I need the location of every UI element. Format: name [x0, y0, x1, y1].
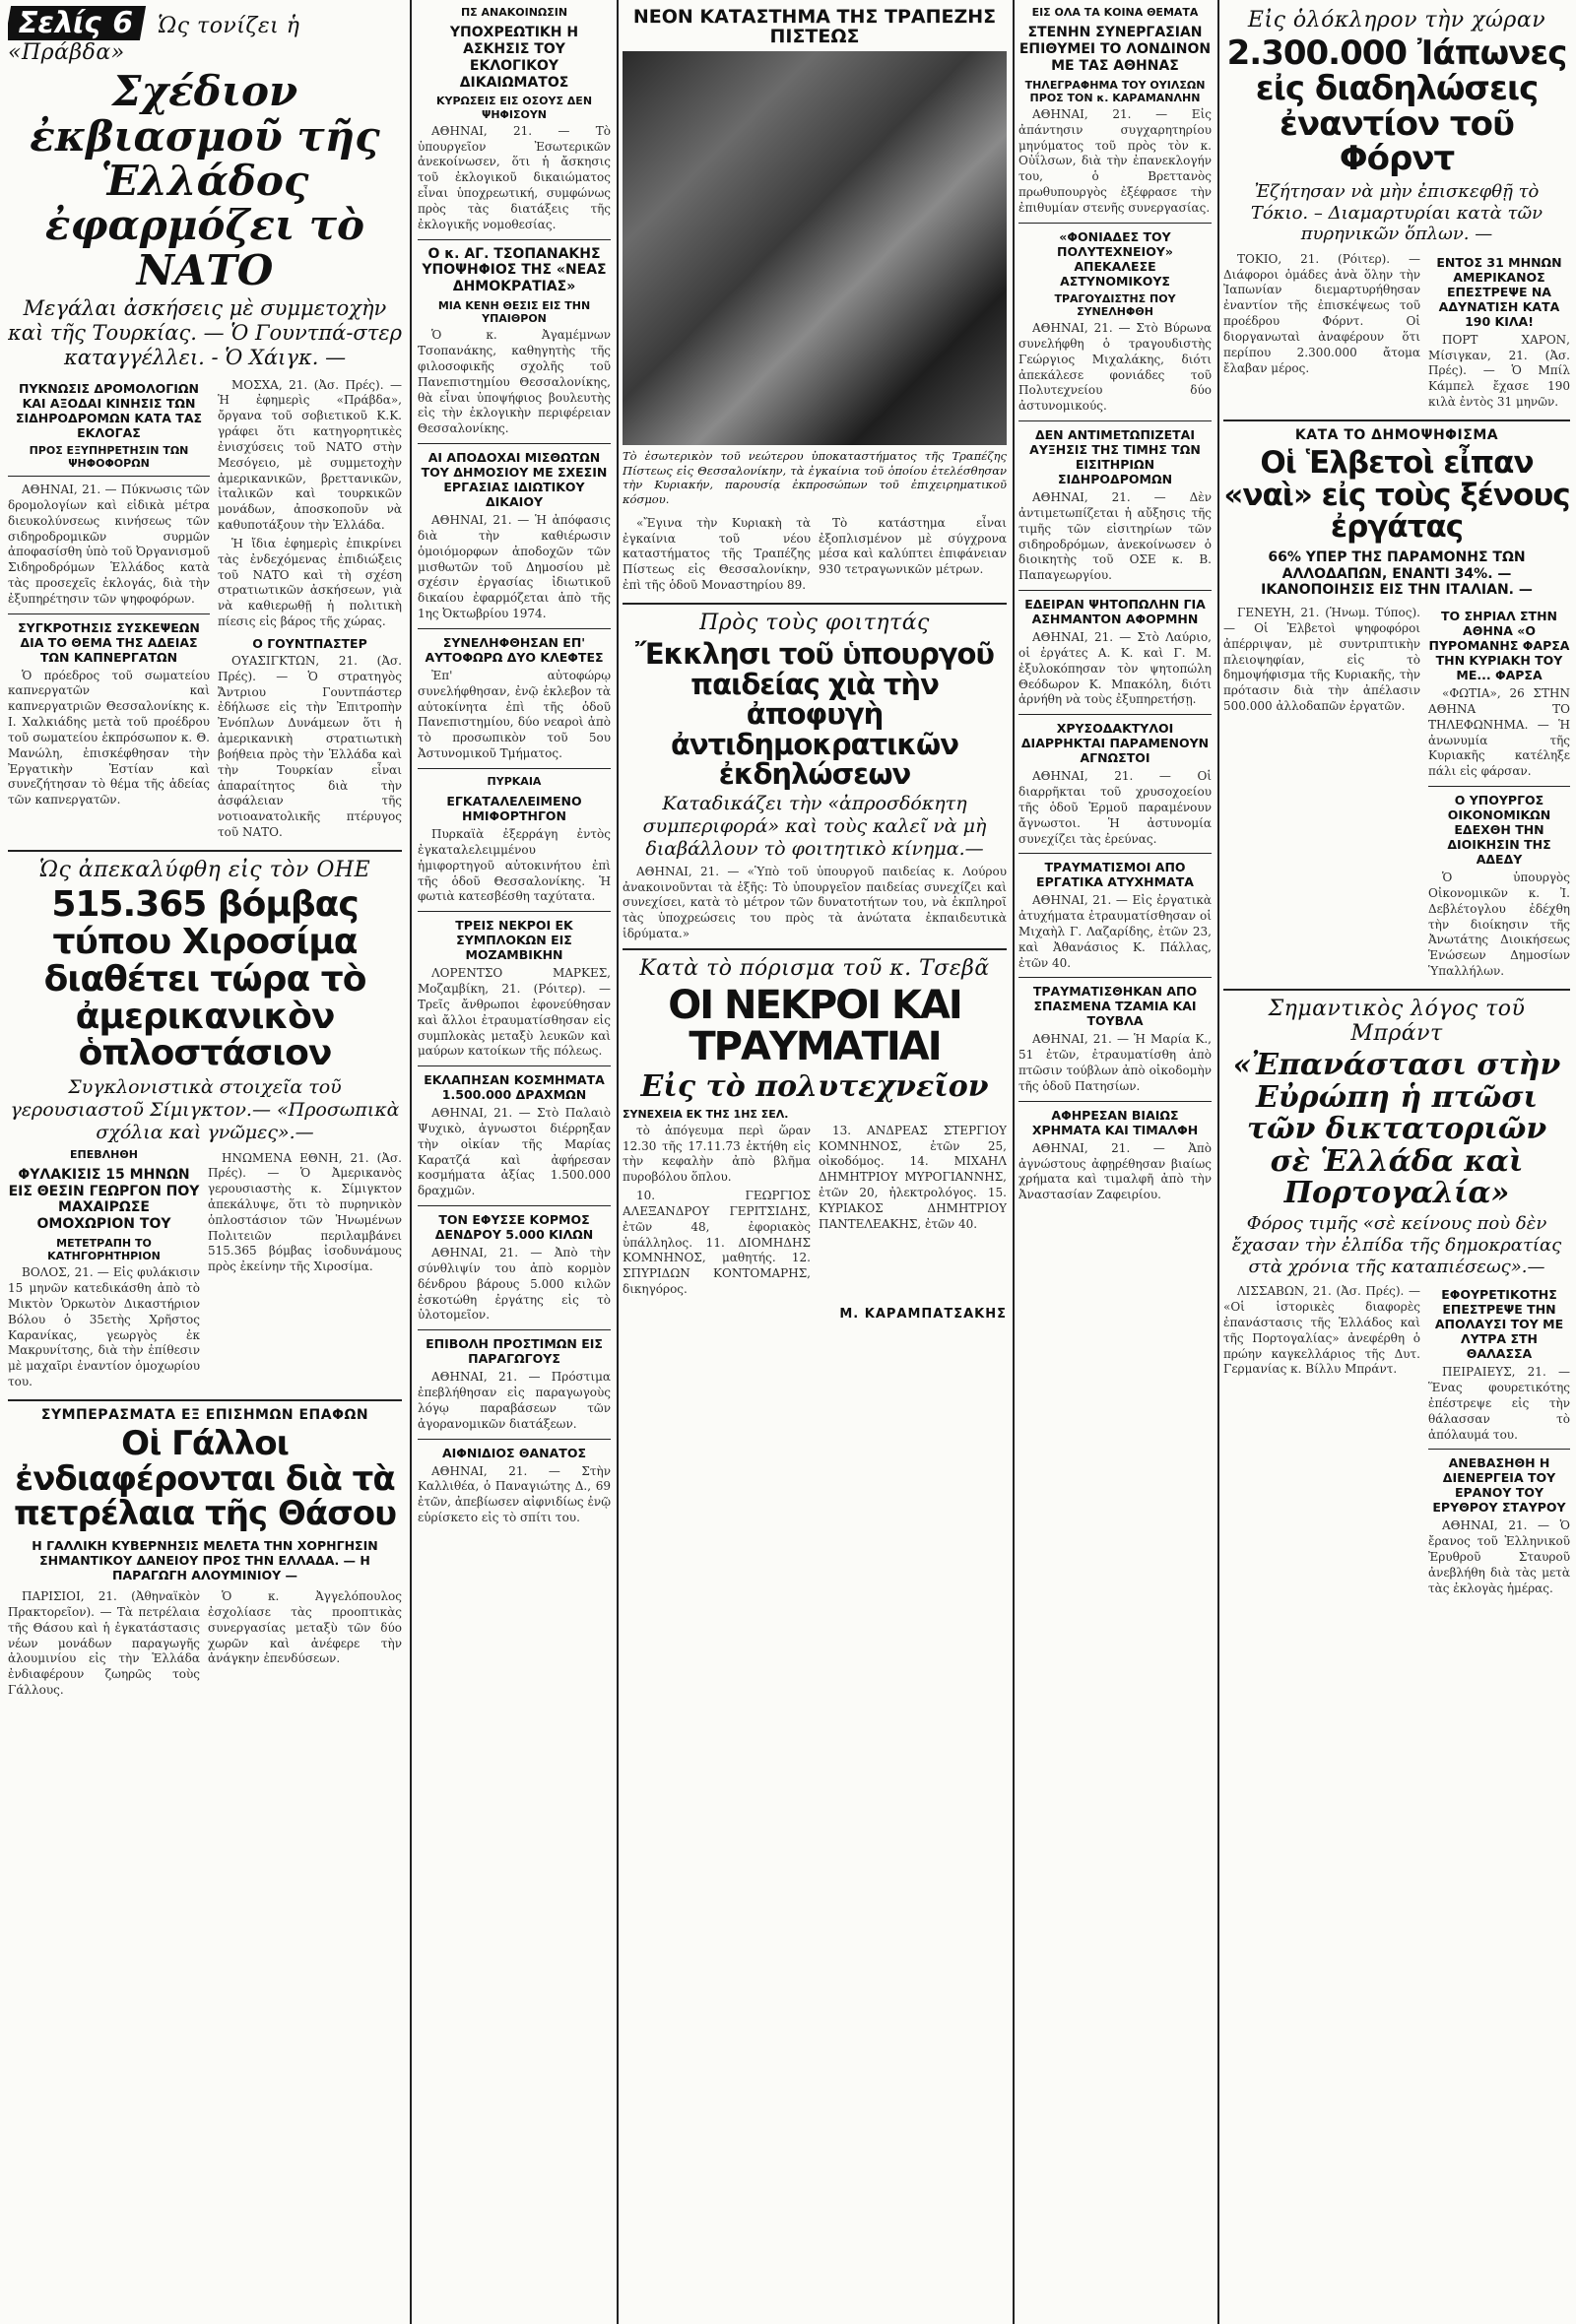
salaries-text: ΑΘΗΝΑΙ, 21. — Ἡ ἀπόφασις διὰ τὴν καθιέρωσιν ὁμοιόμορφων ἀποδοχῶν τῶν μισθωτῶν τοῦ Δημοσίου μὲ σχέσιν ἐργασίας ἰδιωτικοῦ δικαίου ἐφαρμόζεται ἀπὸ τῆς 1ης Ὀκτωβρίου 1974. — [418, 513, 611, 621]
candidate-headline: Ο κ. ΑΓ. ΤΣΟΠΑΝΑΚΗΣ ΥΠΟΨΗΦΙΟΣ ΤΗΣ «ΝΕΑΣ ΔΗΜΟΚΡΑΤΙΑΣ» — [422, 245, 607, 295]
goodpaster-text: ΟΥΑΣΙΓΚΤΩΝ, 21. (Ἀσ. Πρές). — Ὁ στρατηγὸς Ἄντριου Γουντπάστερ ἐδήλωσε εἰς τὴν Ἐπιτροπὴν Ἐνόπλων Δυνάμεων ὅτι ἡ ἀμερικανικὴ στρατιωτικὴ βοήθεια πρὸς τὴν Ἑλλάδα καὶ τὴν Τουρκίαν εἶναι ἀπαραίτητος διὰ τὴν ἀσφάλειαν τῆς νοτιοανατολικῆς πτέρυγος τοῦ ΝΑΤΟ. — [218, 653, 402, 840]
police-headline: «ΦΟΝΙΑΔΕΣ ΤΟΥ ΠΟΛΥΤΕΧΝΕΙΟΥ» ΑΠΕΚΑΛΕΣΕ ΑΣΤΥΝΟΜΙΚΟΥΣ — [1057, 228, 1173, 289]
tree-headline: ΤΟΝ ΕΦΥΣΣΕ ΚΟΡΜΟΣ ΔΕΝΔΡΟΥ 5.000 ΚΙΛΩΝ — [434, 1212, 594, 1243]
column-rule — [1217, 0, 1219, 2324]
decision-headline: ΥΠΟΧΡΕΩΤΙΚΗ Η ΑΣΚΗΣΙΣ ΤΟΥ ΕΚΛΟΓΙΚΟΥ ΔΙΚΑΙΩΜΑΤΟΣ — [449, 25, 579, 91]
smugglers-text: ΒΟΛΟΣ, 21. — Εἰς φυλάκισιν 15 μηνῶν κατεδικάσθη ἀπὸ τὸ Μικτὸν Ὁρκωτὸν Δικαστήριον Βόλου ὁ 35ετὴς Χρῆστος Καρανίκας, γεωργὸς ἐκ Μακρυνίτσης, διὰ τὴν ἐπίθεσιν μὲ μαχαῖρι ἐναντίον ὁμοχωρίου του. — [8, 1265, 200, 1389]
missing-headline: ΕΝΤΟΣ 31 ΜΗΝΩΝ ΑΜΕΡΙΚΑΝΟΣ ΕΠΕΣΤΡΕΨΕ ΝΑ ΑΔΥΝΑΤΙΣΗ ΚΑΤΑ 190 ΚΙΛΑ! — [1436, 254, 1562, 329]
lead-text-1: ΜΟΣΧΑ, 21. (Ἀσ. Πρές). — Ἡ ἐφημερὶς «Πράβδα», ὄργανα τοῦ σοβιετικοῦ Κ.Κ. γράφει ὅτι κατηγορητικὲς ἐνισχύσεις τοῦ ΝΑΤΟ στὴν Μεσόγειο, μὲ συμμετοχὴν ἀμερικανικῶν, βρεττανικῶν, ἰταλικῶν καὶ τουρκικῶν μονάδων, ἀποσκοποῦν νὰ καθυποτάξουν τὴν Ἑλλάδα. — [218, 377, 402, 533]
fire-headline: ΕΓΚΑΤΑΛΕΛΕΙΜΕΝΟ ΗΜΙΦΟΡΤΗΓΟΝ — [446, 794, 582, 824]
tiles-text: ΑΘΗΝΑΙ, 21. — Ἡ Μαρία Κ., 51 ἐτῶν, ἐτραυματίσθη ἀπὸ πτῶσιν τούβλων ἀπὸ οἰκοδομὴν τῆς ὁδοῦ Πατησίων. — [1018, 1032, 1212, 1093]
french-kicker: ΣΥΜΠΕΡΑΣΜΑΤΑ ΕΞ ΕΠΙΣΗΜΩΝ ΕΠΑΦΩΝ — [40, 1406, 369, 1423]
bank-interior-photo — [623, 51, 1007, 445]
column-1 — [8, 0, 402, 2324]
tsevas-continued: ΣΥΝΕΧΕΙΑ ΕΚ ΤΗΣ 1ΗΣ ΣΕΛ. — [623, 1107, 789, 1121]
french-headline: Οἱ Γάλλοι ἐνδιαφέρονται διὰ τὰ πετρέλαια τῆς Θάσου — [13, 1423, 397, 1534]
mozambique-headline: ΤΡΕΙΣ ΝΕΚΡΟΙ ΕΚ ΣΥΜΠΛΟΚΩΝ ΕΙΣ ΜΟΖΑΜΒΙΚΗΝ — [455, 918, 573, 963]
electoral-text: ΑΘΗΝΑΙ, 21. — Πύκνωσις τῶν δρομολογίων καὶ εἰδικὰ μέτρα διευκολύνσεως κινήσεως τῶν σιδηροδρομικῶν συρμῶν ἀποφασίσθη ὑπὸ τοῦ Ὀργανισμοῦ Σιδηροδρόμων Ἑλλάδος κατὰ τὰς προσεχεῖς ἐκλογάς, διὰ τὴν ἐξυπηρέτησιν τῶν ψηφοφόρων. — [8, 483, 210, 606]
arrest-text: Ἐπ' αὐτοφώρῳ συνελήφθησαν, ἐνῷ ἐκλεβον τὰ αὐτοκίνητα ἐπὶ τῆς ὁδοῦ Πανεπιστημίου, δύο νεαροὶ ἀπὸ τὸ προσωπικὸν τοῦ 5ου Ἀστυνομικοῦ Τμήματος. — [418, 668, 611, 761]
column-2 — [418, 0, 611, 2324]
injuries-text: ΑΘΗΝΑΙ, 21. — Εἰς ἐργατικὰ ἀτυχήματα ἐτραυματίσθησαν οἱ Μιχαὴλ Γ. Λαζαρίδης, ἐτῶν 23, καὶ Ἀθανάσιος Κ. Πάλλας, ἐτῶν 40. — [1018, 893, 1212, 970]
reason-headline: ΕΔΕΙΡΑΝ ΨΗΤΟΠΩΛΗΝ ΓΙΑ ΑΣΗΜΑΝΤΟΝ ΑΦΟΡΜΗΝ — [1024, 597, 1206, 627]
hiroshima-deck: Συγκλονιστικὰ στοιχεῖα τοῦ γερουσιαστοῦ Σίμιγκτον.— «Προσωπικὰ σχόλια καὶ γνῶμες».— — [10, 1076, 400, 1143]
arrest-headline: ΣΥΝΕΛΗΦΘΗΣΑΝ ΕΠ' ΑΥΤΟΦΩΡΩ ΔΥΟ ΚΛΕΦΤΕΣ — [425, 634, 604, 665]
tsevas-text-3: 13. ΑΝΔΡΕΑΣ ΣΤΕΡΓΙΟΥ ΚΟΜΝΗΝΟΣ, ἐτῶν 25, οἰκοδόμος. 14. ΜΙΧΑΗΛ ΔΗΜΗΤΡΙΟΥ ΜΥΡΟΓΙΑΝΝΗΣ, ἐτῶν 20, ἠλεκτρολόγος. 15. ΚΥΡΙΑΚΟΣ ΔΗΜΗΤΡΙΟΥ ΠΑΝΤΕΛΕΑΚΗΣ, ἐτῶν 40. — [819, 1123, 1007, 1231]
swiss-deck: 66% ΥΠΕΡ ΤΗΣ ΠΑΡΑΜΟΝΗΣ ΤΩΝ ΑΛΛΟΔΑΠΩΝ, ΕΝΑΝΤΙ 34%. — ΙΚΑΝΟΠΟΙΗΣΙΣ ΕΙΣ ΤΗΝ ΙΤΑΛΙΑΝ. — — [1261, 549, 1533, 599]
students-kicker: Πρὸς τοὺς φοιτητάς — [699, 610, 930, 635]
french-subheadline: Η ΓΑΛΛΙΚΗ ΚΥΒΕΡΝΗΣΙΣ ΜΕΛΕΤΑ ΤΗΝ ΧΟΡΗΓΗΣΙΝ ΣΗΜΑΝΤΙΚΟΥ ΔΑΝΕΙΟΥ ΠΡΟΣ ΤΗΝ ΕΛΛΑΔΑ. — Η ΠΑΡΑΓΩΓΗ ΑΛΟΥΜΙΝΙΟΥ — — [32, 1538, 378, 1583]
swiss-text: ΓΕΝΕΥΗ, 21. (Ἡνωμ. Τύπος). — Οἱ Ἑλβετοὶ ψηφοφόροι ἀπέρριψαν, μὲ συντριπτικὴν πλειοψηφίαν, εἰς τὸ δημοψήφισμα τῆς Κυριακῆς, τὴν πρότασιν διὰ τὴν ἀπέλασιν 500.000 ἀλλοδαπῶν ἐργατῶν. — [1223, 606, 1420, 714]
swiss-kicker: ΚΑΤΑ ΤΟ ΔΗΜΟΨΗΦΙΣΜΑ — [1294, 426, 1499, 443]
meetings-headline: ΣΥΓΚΡΟΤΗΣΙΣ ΣΥΣΚΕΨΕΩΝ ΔΙΑ ΤΟ ΘΕΜΑ ΤΗΣ ΑΔΕΙΑΣ ΤΩΝ ΚΑΠΝΕΡΓΑΤΩΝ — [18, 619, 200, 665]
tickets-text: ΑΘΗΝΑΙ, 21. — Δὲν ἀντιμετωπίζεται ἡ αὔξησις τῆς τιμῆς τῶν εἰσιτηρίων τῶν σιδηροδρόμων, ἀνεκοίνωσεν ὁ διοικητὴς τοῦ ΟΣΕ κ. Β. Παπαγεωργίου. — [1018, 490, 1212, 583]
ecbank-headline: Ο ΥΠΟΥΡΓΟΣ ΟΙΚΟΝΟΜΙΚΩΝ ΕΔΕΧΘΗ ΤΗΝ ΔΙΟΙΚΗΣΙΝ ΤΗΣ ΑΔΕΔΥ — [1447, 793, 1551, 868]
students-text: ΑΘΗΝΑΙ, 21. — «Ὑπὸ τοῦ ὑπουργοῦ παιδείας κ. Λούρου ἀνακοινοῦνται τὰ ἑξῆς: Τὸ ὑπουργεῖον παιδείας συνεχίζει καὶ συνεχίσει, κατὰ τὸ μέτρον τῶν δυνατοτήτων του, νὰ ἐκπληροῖ τὰς ὑποχρεώσεις του πρὸς τὰ ἀνώτατα ἐκπαιδευτικὰ ἱδρύματα.» — [623, 864, 1007, 941]
bank-headline: ΝΕΟΝ ΚΑΤΑΣΤΗΜΑ ΤΗΣ ΤΡΑΠΕΖΗΣ ΠΙΣΤΕΩΣ — [632, 6, 997, 47]
lead-headline: Σχέδιον ἐκβιασμοῦ τῆς Ἑλλάδος ἐφαρμόζει τὸ ΝΑΤΟ — [30, 67, 380, 294]
injuries-headline: ΤΡΑΥΜΑΤΙΣΜΟΙ ΑΠΟ ΕΡΓΑΤΙΚΑ ΑΤΥΧΗΜΑΤΑ — [1036, 860, 1194, 890]
brandt-deck: Φόρος τιμῆς «σὲ κείνους ποὺ δὲν ἔχασαν τὴν ἐλπίδα τῆς δημοκρατίας στὰ χρόνια τῆς καταπιέσεως».— — [1231, 1213, 1562, 1277]
tsevas-author: Μ. ΚΑΡΑΜΠΑΤΣΑΚΗΣ — [839, 1306, 1007, 1322]
page-number-badge: Σελίς 6 — [8, 6, 146, 40]
mozambique-text: ΛΟΡΕΝΤΣΟ ΜΑΡΚΕΣ, Μοζαμβίκη, 21. (Ρόιτερ). — Τρεῖς ἄνθρωποι ἐφονεύθησαν καὶ ἄλλοι ἐτραυματίσθησαν εἰς συμπλοκὰς μεταξὺ λευκῶν καὶ μαύρων κατοίκων τῆς πόλεως. — [418, 966, 611, 1059]
japan-headline: 2.300.000 Ἰάπωνες εἰς διαδηλώσεις ἐναντίον τοῦ Φόρντ — [1226, 33, 1567, 179]
brandt-headline: «Ἐπανάστασι στὴν Εὐρώπη ἡ πτῶσι τῶν δικτατοριῶν σὲ Ἑλλάδα καὶ Πορτογαλία» — [1232, 1048, 1561, 1211]
jewelry-text: ΑΘΗΝΑΙ, 21. — Στὸ Παλαιὸ Ψυχικὸ, ἀγνωστοι διέρρηξαν τὴν οἰκίαν τῆς Μαρίας Καρατζά καὶ ἀφήρεσαν κοσμήματα ἀξίας 1.500.000 δραχμῶν. — [418, 1106, 611, 1198]
tickets-headline: ΔΕΝ ΑΝΤΙΜΕΤΩΠΙΖΕΤΑΙ ΑΥΞΗΣΙΣ ΤΗΣ ΤΙΜΗΣ ΤΩΝ ΕΙΣΙΤΗΡΙΩΝ ΣΙΔΗΡΟΔΡΟΜΩΝ — [1029, 427, 1201, 487]
death-text: ΑΘΗΝΑΙ, 21. — Στὴν Καλλιθέα, ὁ Παναγιώτης Δ., 69 ἐτῶν, ἀπεβίωσεν αἰφνιδίως ἐνῷ εὑρίσκετο εἰς τὸ σπίτι του. — [418, 1463, 611, 1525]
ecbank-text: Ὁ ὑπουργὸς Οἰκονομικῶν κ. Ἰ. Δεβλέτογλου ἐδέχθη τὴν διοίκησιν τῆς Ἀνωτάτης Διοικήσεως Ἑνώσεων Δημοσίων Ὑπαλλήλων. — [1428, 871, 1570, 979]
hiroshima-headline: 515.365 βόμβας τύπου Χιροσίμα διαθέτει τώρα τὸ ἀμερικανικὸν ὁπλοστάσιον — [43, 884, 366, 1074]
fire-tag: ΠΥΡΚΑΙΑ — [487, 774, 542, 788]
fisher-headline: ΕΦΟΥΡΕΤΙΚΟΤΗΣ ΕΠΕΣΤΡΕΨΕ ΤΗΝ ΑΠΟΛΑΥΣΙ ΤΟΥ ΜΕ ΛΥΤΡΑ ΣΤΗ ΘΑΛΑΣΣΑ — [1434, 1287, 1564, 1362]
tsevas-text-1: τὸ ἀπόγευμα περὶ ὥραν 12.30 τῆς 17.11.73 ἐκτήθη εἰς τὴν κεφαλὴν ἀπὸ βλῆμα πυροβόλου ὅπλου. — [623, 1123, 811, 1185]
column-rule — [617, 0, 619, 2324]
tree-text: ΑΘΗΝΑΙ, 21. — Ἀπὸ τὴν σύνθλιψίν του ἀπὸ κορμὸν δένδρου βάρους 5.000 κιλῶν ἐσκοτώθη ἐργάτης εἰς τὸ ὑλοτομεῖον. — [418, 1246, 611, 1323]
column-3 — [623, 0, 1007, 2324]
cross-text: ΑΘΗΝΑΙ, 21. — Ὁ ἔρανος τοῦ Ἑλληνικοῦ Ἐρυθροῦ Σταυροῦ ἀνεβλήθη διὰ τὰς μετὰ τὰς ἐκλογὰς ἡμέρας. — [1428, 1518, 1570, 1595]
column-rule — [410, 0, 412, 2324]
smugglers-tag: ΕΠΕΒΛΗΘΗ — [70, 1147, 138, 1161]
reason-text: ΑΘΗΝΑΙ, 21. — Στὸ Λαύριο, οἱ ἐργάτες Α. Κ. καὶ Γ. Μ. ἐξυλοκόπησαν τὸν ψητοπώλη Θεόδωρον Κ. Μπακόλη, διότι ἀρνήθη νὰ τοὺς ἐξυπηρετήσῃ. — [1018, 630, 1212, 707]
fire-text: Πυρκαϊὰ ἐξερράγη ἐντὸς ἐγκαταλελειμμένου ἡμιφορτηγοῦ αὐτοκινήτου ἐπὶ τῆς ὁδοῦ Θεσσαλονίκης. Ἡ φωτιὰ κατεσβέσθη ταχύτατα. — [418, 827, 611, 904]
tiles-headline: ΤΡΑΥΜΑΤΙΣΘΗΚΑΝ ΑΠΟ ΣΠΑΣΜΕΝΑ ΤΖΑΜΙΑ ΚΑΙ ΤΟΥΒΛΑ — [1032, 984, 1198, 1029]
students-deck: Καταδικάζει τὴν «ἀπροσδόκητη συμπεριφορά» καὶ τοὺς καλεῖ νὰ μὴ διαβάλλουν τὸ φοιτητικὸ κίνημα.— — [642, 793, 987, 860]
candidate-text: Ὁ κ. Ἀγαμέμνων Τσοπανάκης, καθηγητὴς τῆς φιλοσοφικῆς σχολῆς τοῦ Πανεπιστημίου Θεσσαλονίκης, θὰ εἶναι ὑποψήφιος βουλευτὴς εἰς τὴν ἐκλογικὴν περιφέρειαν Θεσσαλονίκης. — [418, 328, 611, 436]
japan-kicker: Εἰς ὁλόκληρον τὴν χώραν — [1247, 8, 1546, 32]
fisher-text: ΠΕΙΡΑΙΕΥΣ, 21. — Ἕνας φουρετικότης ἐπέστρεψε εἰς τὴν θάλασσαν τὸ ἀπόλαυμά του. — [1428, 1365, 1570, 1442]
french-text-1: ΠΑΡΙΣΙΟΙ, 21. (Ἀθηναϊκὸν Πρακτορεῖον). — Τὰ πετρέλαια τῆς Θάσου καὶ ἡ ἐγκατάστασις νέων μονάδων παραγωγῆς ἀλουμινίου εἰς τὴν Ἑλλάδα ἐνδιαφέρουν ζωηρῶς τοὺς Γάλλους. — [8, 1589, 200, 1698]
smugglers-subtitle: ΜΕΤΕΤΡΑΠΗ ΤΟ ΚΑΤΗΓΟΡΗΤΗΡΙΟΝ — [47, 1236, 161, 1263]
japan-text: ΤΟΚΙΟ, 21. (Ρόιτερ). — Διάφοροι ὁμάδες ἀνὰ ὅλην τὴν Ἰαπωνίαν διεμαρτυρήθησαν ἐναντίον τῆς ἐπισκέψεως τοῦ προέδρου Φόρντ. Οἱ διοργανωταὶ ἀναφέρουν ὅτι περίπου 2.300.000 ἄτομα ἔλαβαν μέρος. — [1223, 251, 1420, 375]
jewelry-headline: ΕΚΛΑΠΗΣΑΝ ΚΟΣΜΗΜΑΤΑ 1.500.000 ΔΡΑΧΜΩΝ — [424, 1072, 605, 1103]
goldsmiths-headline: ΧΡΥΣΟΔΑΚΤΥΛΟΙ ΔΙΑΡΡΗΚΤΑΙ ΠΑΡΑΜΕΝΟΥΝ ΑΓΝΩΣΤΟΙ — [1020, 721, 1210, 766]
column-5 — [1223, 0, 1570, 2324]
decision-subtitle: ΚΥΡΩΣΕΙΣ ΕΙΣ ΟΣΟΥΣ ΔΕΝ ΨΗΦΙΣΟΥΝ — [435, 95, 593, 121]
bank-text-2: Τὸ κατάστημα εἶναι ἐξοπλισμένον μὲ σύγχρονα μέσα καὶ καλύπτει ἐπιφάνειαν 930 τετραγωνικῶν μέτρων. — [819, 515, 1007, 577]
electoral-headline: ΠΥΚΝΩΣΙΣ ΔΡΟΜΟΛΟΓΙΩΝ ΚΑΙ ΑΞΟΔΑΙ ΚΙΝΗΣΙΣ ΤΩΝ ΣΙΔΗΡΟΔΡΟΜΩΝ ΚΑΤΑ ΤΑΣ ΕΚΛΟΓΑΣ — [15, 380, 203, 440]
london-text: ΑΘΗΝΑΙ, 21. — Εἰς ἀπάντησιν συγχαρητηρίου μηνύματος τοῦ πρὸς τὸν κ. Οὐΐλσων, διὰ τὴν ἐπανεκλογήν του, ὁ Βρεττανὸς πρωθυπουργὸς ἐξέφρασε τὴν ἐπιθυμίαν στενῆς συνεργασίας. — [1018, 106, 1212, 215]
money-text: ΑΘΗΝΑΙ, 21. — Ἀπὸ ἀγνώστους ἀφῃρέθησαν βιαίως χρήματα καὶ τιμαλφῆ ἀπὸ τὴν Ἀναστασίαν Ζαφειρίου. — [1018, 1140, 1212, 1202]
bank-photo-caption: Τὸ ἐσωτερικὸν τοῦ νεώτερου ὑποκαταστήματος τῆς Τραπέζης Πίστεως εἰς Θεσσαλονίκην, τὰ ἐγκαίνια τοῦ ὁποίου ἐτελέσθησαν τὴν Κυριακήν, παρουσίᾳ ἐκπροσώπων τοῦ ἐπιχειρηματικοῦ κόσμου. — [623, 448, 1007, 507]
fines-headline: ΕΠΙΒΟΛΗ ΠΡΟΣΤΙΜΩΝ ΕΙΣ ΠΑΡΑΓΩΓΟΥΣ — [426, 1336, 603, 1367]
bank-text-1: «Ἔγινα τὴν Κυριακὴ τὰ ἐγκαίνια τοῦ νέου καταστήματος τῆς Τραπέζης Πίστεως εἰς Θεσσαλονίκην, ἐπὶ τῆς ὁδοῦ Μοναστηρίου 89. — [623, 515, 811, 593]
lead-deck: Μεγάλαι ἀσκήσεις μὲ συμμετοχὴν καὶ τῆς Τουρκίας. — Ὁ Γουντπά-στερ καταγγέλλει. - Ὁ Χάιγκ. — — [8, 296, 402, 370]
tsevas-text-2: 10. ΓΕΩΡΓΙΟΣ ΑΛΕΞΑΝΔΡΟΥ ΓΕΡΙΤΣΙΔΗΣ, ἐτῶν 48, ἐφοριακὸς ὑπάλληλος. 11. ΔΙΟΜΗΔΗΣ ΚΟΜΝΗΝΟΣ, μαθητής. 12. ΣΠΥΡΙΔΩΝ ΚΟΝΤΟΜΑΡΗΣ, δικηγόρος. — [623, 1189, 811, 1297]
candidate-subtitle: ΜΙΑ ΚΕΝΗ ΘΕΣΙΣ ΕΙΣ ΤΗΝ ΥΠΑΙΘΡΟΝ — [437, 298, 591, 326]
tsevas-kicker: Κατὰ τὸ πόρισμα τοῦ κ. Τσεβᾶ — [639, 955, 990, 981]
decision-text: ΑΘΗΝΑΙ, 21. — Τὸ ὑπουργεῖον Ἐσωτερικῶν ἀνεκοίνωσεν, ὅτι ἡ ἄσκησις τοῦ ἐκλογικοῦ δικαιώματος εἶναι ὑποχρεωτική, συμφώνως πρὸς τὰς διατάξεις τῆς ἐκλογικῆς νομοθεσίας. — [418, 123, 611, 231]
tsevas-headline: ΟΙ ΝΕΚΡΟΙ ΚΑΙ ΤΡΑΥΜΑΤΙΑΙ — [668, 983, 961, 1070]
death-headline: ΑΙΦΝΙΔΙΟΣ ΘΑΝΑΤΟΣ — [441, 1445, 587, 1460]
brandt-text: ΛΙΣΣΑΒΩΝ, 21. (Ἀσ. Πρές). — «Οἱ ἱστορικὲς διαφορὲς ἐπανάστασις τῆς Ἑλλάδος καὶ τῆς Πορτογαλίας» ἀνεφέρθη ὁ πρώην καγκελλάριος τῆς Δυτ. Γερμανίας κ. Βίλλυ Μπράντ. — [1223, 1284, 1420, 1377]
missing-text: ΠΟΡΤ ΧΑΡΟΝ, Μίσιγκαν, 21. (Ἀσ. Πρές). — Ὁ Μπίλ Κάμπελ ἔχασε 190 κιλὰ ἐντὸς 31 μηνῶν. — [1428, 332, 1570, 410]
hiroshima-kicker: Ὡς ἀπεκαλύφθη εἰς τὸν ΟΗΕ — [38, 857, 371, 882]
brandt-kicker: Σημαντικὸς λόγος τοῦ Μπράντ — [1268, 996, 1526, 1047]
farce-headline: ΤΟ ΣΗΡΙΑΛ ΣΤΗΝ ΑΘΗΝΑ «Ο ΠΥΡΟΜΑΝΗΣ ΦΑΡΣΑ ΤΗΝ ΚΥΡΙΑΚΗ ΤΟΥ ΜΕ... ΦΑΡΣΑ — [1428, 609, 1570, 683]
cross-headline: ΑΝΕΒΑΣΗΘΗ Η ΔΙΕΝΕΡΓΕΙΑ ΤΟΥ ΕΡΑΝΟΥ ΤΟΥ ΕΡΥΘΡΟΥ ΣΤΑΥΡΟΥ — [1432, 1455, 1566, 1516]
column-rule — [1013, 0, 1015, 2324]
decision-tag: ΠΣ ΑΝΑΚΟΙΝΩΣΙΝ — [460, 6, 568, 19]
london-subtitle: ΤΗΛΕΓΡΑΦΗΜΑ ΤΟΥ ΟΥΙΛΣΩΝ ΠΡΟΣ ΤΟΝ κ. ΚΑΡΑΜΑΝΛΗΝ — [1024, 78, 1206, 104]
meetings-text: Ὁ πρόεδρος τοῦ σωματείου καπνεργατῶν καὶ καπνεργατριῶν Θεσσαλονίκης κ. Ι. Χαλκιάδης μετὰ τοῦ προέδρου τοῦ σωματείου ἐκπρόσωπον κ. Θ. Μανώλη, ἐπισκέφθησαν τὴν Ἐργατικὴν Ἑστίαν καὶ συνεζήτησαν τὸ θέμα τῆς ἀδείας τῶν καπνεργατῶν. — [8, 668, 210, 807]
fines-text: ΑΘΗΝΑΙ, 21. — Πρόστιμα ἐπεβλήθησαν εἰς παραγωγοὺς λόγῳ παραβάσεων τῶν ἀγορανομικῶν διατάξεων. — [418, 1370, 611, 1431]
tsevas-headline-2: Εἰς τὸ πολυτεχνεῖον — [640, 1069, 989, 1105]
goldsmiths-text: ΑΘΗΝΑΙ, 21. — Οἱ διαρρῆκται τοῦ χρυσοχοείου τῆς ὁδοῦ Ἑρμοῦ παραμένουν ἄγνωστοι. Ἡ ἀστυνομία συνεχίζει τὰς ἐρεύνας. — [1018, 769, 1212, 846]
electoral-subtitle: ΠΡΟΣ ΕΞΥΠΗΡΕΤΗΣΙΝ ΤΩΝ ΨΗΦΟΦΟΡΩΝ — [29, 443, 189, 470]
salaries-headline: ΑΙ ΑΠΟΔΟΧΑΙ ΜΙΣΘΩΤΩΝ ΤΟΥ ΔΗΜΟΣΙΟΥ ΜΕ ΣΧΕΣΙΝ ΕΡΓΑΣΙΑΣ ΙΔΙΩΤΙΚΟΥ ΔΙΚΑΙΟΥ — [421, 450, 608, 510]
money-headline: ΑΦΗΡΕΣΑΝ ΒΙΑΙΩΣ ΧΡΗΜΑΤΑ ΚΑΙ ΤΙΜΑΛΦΗ — [1031, 1107, 1199, 1137]
lead-text-2: Ἡ ἴδια ἐφημερὶς ἐπικρίνει τὰς ἐνδεχόμενας ἐπιδιώξεις τοῦ ΝΑΤΟ καὶ τὴ σχέση στρατιωτικῶν ἀσκήσεων, γιὰ νὰ καθιερωθῇ ἡ πολιτικὴ πίεσις εἰς βάρος τῆς χώρας. — [218, 536, 402, 629]
french-text-2: Ὁ κ. Ἀγγελόπουλος ἐσχολίασε τὰς προοπτικὰς συνεργασίας μεταξὺ τῶν δύο χωρῶν καὶ ἀνέφερε τὴν ἀνάγκην ἐπενδύσεων. — [208, 1589, 402, 1666]
police-subtitle: ΤΡΑΓΟΥΔΙΣΤΗΣ ΠΟΥ ΣΥΝΕΛΗΦΘΗ — [1054, 291, 1176, 318]
swiss-headline: Οἱ Ἑλβετοὶ εἶπαν «ναὶ» εἰς τοὺς ξένους ἐργάτας — [1223, 445, 1570, 546]
farce-text: «ΦΩΤΙΑ», 26 ΣΤΗΝ ΑΘΗΝΑ ΤΟ ΤΗΛΕΦΩΝΗΜΑ. — Ἡ ἀνωνυμία τῆς Κυριακῆς κατέληξε πάλι εἰς φάρσαν. — [1428, 686, 1570, 779]
smugglers-headline: ΦΥΛΑΚΙΣΙΣ 15 ΜΗΝΩΝ ΕΙΣ ΘΕΣΙΝ ΓΕΩΡΓΟΝ ΠΟΥ ΜΑΧΑΙΡΩΣΕ ΟΜΟΧΩΡΙΟΝ ΤΟΥ — [8, 1166, 200, 1233]
students-headline: Ἔκκλησι τοῦ ὑπουργοῦ παιδείας χιὰ τὴν ἀποφυγὴ ἀντιδημοκρατικῶν ἐκδηλώσεων — [634, 637, 994, 791]
japan-deck: Ἐζήτησαν νὰ μὴν ἐπισκεφθῇ τὸ Τόκιο. – Διαμαρτυρίαι κατὰ τῶν πυρηνικῶν ὅπλων. — — [1250, 181, 1543, 245]
column-4 — [1018, 0, 1212, 2324]
goodpaster-headline: Ο ΓΟΥΝΤΠΑΣΤΕΡ — [252, 635, 367, 651]
lead-kicker: Ὡς τονίζει ἡ «Πράβδα» — [8, 14, 300, 65]
police-text: ΑΘΗΝΑΙ, 21. — Στὸ Βύρωνα συνελήφθη ὁ τραγουδιστὴς Γεώργιος Μιχαλάκης, διότι ἀπεκάλεσε φονιάδες τοῦ Πολυτεχνείου δύο ἀστυνομικούς. — [1018, 321, 1212, 414]
hiroshima-text: ΗΝΩΜΕΝΑ ΕΘΝΗ, 21. (Ἀσ. Πρές). — Ὁ Ἀμερικανὸς γερουσιαστὴς κ. Σίμιγκτον ἀπεκάλυψε, ὅτι τὸ πυρηνικὸν ὁπλοστάσιον τῶν Ἡνωμένων Πολιτειῶν περιλαμβάνει 515.365 βόμβας ἰσοδυνάμους πρὸς ἐκείνην τῆς Χιροσίμα. — [208, 1150, 402, 1274]
london-headline: ΣΤΕΝΗΝ ΣΥΝΕΡΓΑΣΙΑΝ ΕΠΙΘΥΜΕΙ ΤΟ ΛΟΝΔΙΝΟΝ ΜΕ ΤΑΣ ΑΘΗΝΑΣ — [1018, 25, 1212, 74]
london-tag: ΕΙΣ ΟΛΑ ΤΑ ΚΟΙΝΑ ΘΕΜΑΤΑ — [1031, 6, 1199, 19]
